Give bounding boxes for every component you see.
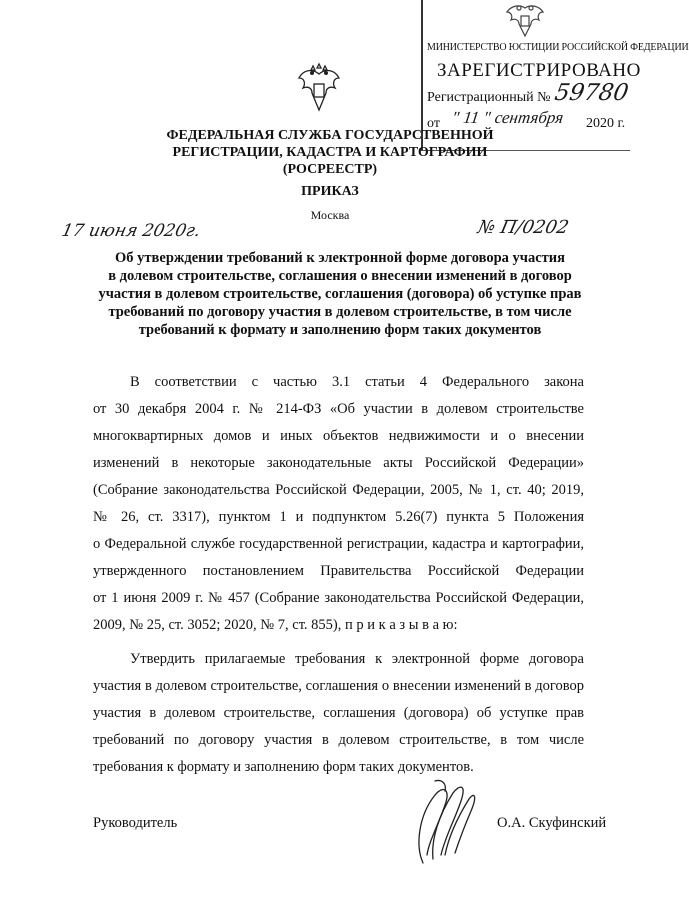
stamp-registered: ЗАРЕГИСТРИРОВАНО — [437, 60, 641, 81]
body-line: изменений в некоторые законодательные акты Российской Федерации» — [93, 455, 584, 471]
body-line: требования к формату и заполнению форм таких документов. — [93, 759, 474, 775]
stamp-reg-number: 59780 — [552, 80, 631, 106]
signer-role: Руководитель — [93, 815, 178, 831]
document-city: Москва — [310, 208, 350, 222]
title-line: в долевом строительстве, соглашения о внесении изменений в договор — [108, 268, 572, 284]
agency-name-line1: ФЕДЕРАЛЬНАЯ СЛУЖБА ГОСУДАРСТВЕННОЙ — [166, 128, 494, 143]
signer-name: О.А. Скуфинский — [497, 815, 607, 831]
stamp-emblem-icon — [503, 2, 547, 40]
body-line: № 26, ст. 3317), пунктом 1 и подпунктом 5.26(7) пункта 5 Положения — [93, 509, 584, 525]
stamp-year: 2020 г. — [586, 116, 626, 131]
stamp-ministry: МИНИСТЕРСТВО ЮСТИЦИИ РОССИЙСКОЙ ФЕДЕРАЦИИ — [427, 42, 689, 53]
stamp-date-prefix: от — [427, 116, 440, 131]
body-line: от 30 декабря 2004 г. № 214-ФЗ «Об участии в долевом строительстве — [93, 401, 584, 417]
body-line: участия в долевом строительстве, соглашения о внесении изменений в договор — [93, 678, 584, 694]
signature-icon — [405, 775, 485, 875]
agency-abbrev: (РОСРЕЕСТР) — [282, 162, 378, 177]
body-line: о Федеральной службе государственной регистрации, кадастра и картографии, — [93, 536, 584, 552]
body-line: утвержденного постановлением Правительства Российской Федерации — [93, 563, 584, 579]
stamp-date: " 11 " сентября — [450, 108, 565, 127]
coat-of-arms-icon — [297, 64, 341, 114]
body-line: (Собрание законодательства Российской Федерации, 2005, № 1, ст. 40; 2019, — [93, 482, 584, 498]
order-number: № П/0202 — [475, 217, 571, 238]
body-line: от 1 июня 2009 г. № 457 (Собрание законодательства Российской Федерации, — [93, 590, 584, 606]
title-line: Об утверждении требований к электронной форме договора участия — [115, 250, 565, 266]
body-line: многоквартирных домов и иных объектов недвижимости и о внесении — [93, 428, 584, 444]
title-line: требований к формату и заполнению форм таких документов — [138, 322, 542, 338]
body-line: требований по договору участия в долевом строительстве, в том числе — [93, 732, 584, 748]
stamp-reg-label: Регистрационный № — [427, 90, 551, 105]
order-date: 17 июня 2020г. — [59, 221, 203, 241]
title-line: требований по договору участия в долевом строительстве, в том числе — [108, 304, 572, 320]
body-line: В соответствии с частью 3.1 статьи 4 Федерального закона — [130, 374, 584, 390]
title-line: участия в долевом строительстве, соглашения (договора) об уступке прав — [98, 286, 582, 302]
body-line: 2009, № 25, ст. 3052; 2020, № 7, ст. 855), п р и к а з ы в а ю: — [93, 617, 458, 633]
document-type: ПРИКАЗ — [301, 184, 359, 199]
body-line: участия в долевом строительстве, соглашения (договора) об уступке прав — [93, 705, 584, 721]
agency-name-line2: РЕГИСТРАЦИИ, КАДАСТРА И КАРТОГРАФИИ — [172, 145, 488, 160]
body-line: Утвердить прилагаемые требования к электронной форме договора — [130, 651, 584, 667]
